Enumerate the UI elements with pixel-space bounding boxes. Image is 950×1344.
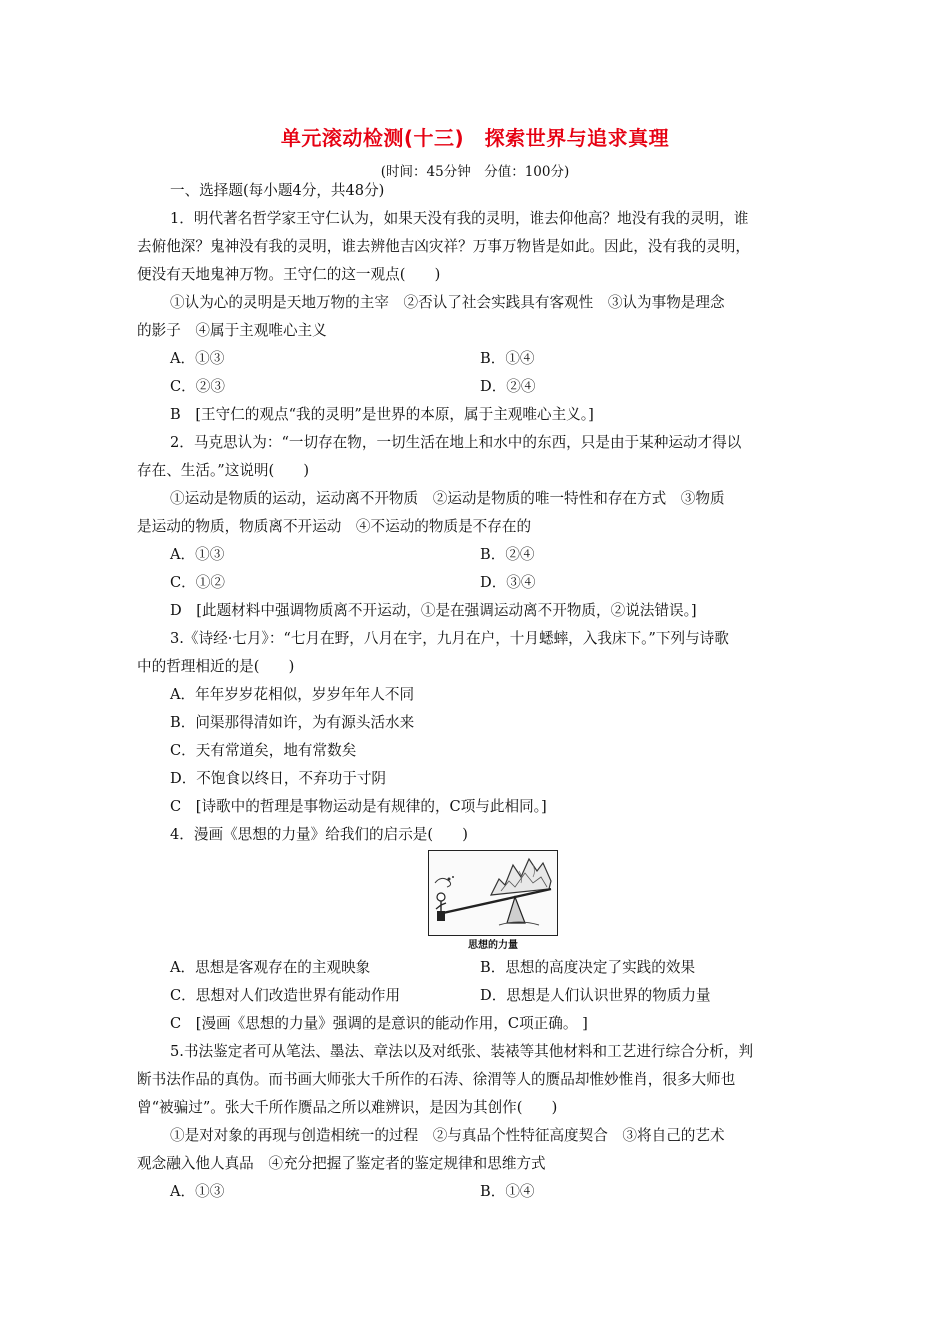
q3-stem-line: 中的哲理相近的是( ) (137, 658, 295, 675)
q5-item-line: 观念融入他人真品 ④充分把握了鉴定者的鉴定规律和思维方式 (137, 1155, 546, 1172)
q2-item-line: 是运动的物质，物质离不开运动 ④不运动的物质是不存在的 (137, 518, 532, 535)
q3-option-b: B．问渠那得清如许，为有源头活水来 (170, 714, 415, 731)
q1-stem-line: 便没有天地鬼神万物。王守仁的这一观点( ) (137, 266, 441, 283)
page-subtitle: (时间：45分钟 分值：100分) (380, 164, 570, 180)
q2-answer: D [此题材料中强调物质离不开运动，①是在强调运动离不开物质，②说法错误。] (170, 602, 697, 619)
q3-stem-line: 3.《诗经·七月》：“七月在野，八月在宇，九月在户，十月蟋蟀，入我床下。”下列与诗歌 (170, 630, 729, 647)
q1-stem-line: 1．明代著名哲学家王守仁认为，如果天没有我的灵明，谁去仰他高？地没有我的灵明，谁 (170, 210, 749, 227)
q2-option-d: D．③④ (480, 574, 536, 591)
comic-caption: 思想的力量 (468, 940, 518, 951)
q1-option-b: B．①④ (480, 350, 535, 367)
q2-stem-line: 存在、生活。”这说明( ) (137, 462, 310, 479)
q1-answer: B [王守仁的观点“我的灵明”是世界的本原，属于主观唯心主义。] (170, 406, 594, 423)
q1-option-a: A．①③ (170, 350, 225, 367)
q5-option-b: B．①④ (480, 1183, 535, 1200)
comic-illustration (428, 850, 558, 936)
q4-option-d: D．思想是人们认识世界的物质力量 (480, 987, 711, 1004)
q2-option-b: B．②④ (480, 546, 535, 563)
q2-option-c: C．①② (170, 574, 225, 591)
q5-item-line: ①是对对象的再现与创造相统一的过程 ②与真品个性特征高度契合 ③将自己的艺术 (170, 1127, 725, 1144)
q5-option-a: A．①③ (170, 1183, 225, 1200)
q4-option-a: A．思想是客观存在的主观映象 (170, 959, 371, 976)
q4-stem: 4．漫画《思想的力量》给我们的启示是( ) (170, 826, 468, 843)
q5-stem-line: 断书法作品的真伪。而书画大师张大千所作的石涛、徐渭等人的赝品却惟妙惟肖，很多大师也 (137, 1071, 736, 1088)
q4-option-b: B．思想的高度决定了实践的效果 (480, 959, 696, 976)
seesaw-comic-image (429, 851, 557, 935)
q2-option-a: A．①③ (170, 546, 225, 563)
q1-option-c: C．②③ (170, 378, 225, 395)
q1-option-d: D．②④ (480, 378, 536, 395)
q2-item-line: ①运动是物质的运动，运动离不开物质 ②运动是物质的唯一特性和存在方式 ③物质 (170, 490, 725, 507)
q4-answer: C [漫画《思想的力量》强调的是意识的能动作用，C项正确。 ] (170, 1015, 588, 1032)
q3-answer: C [诗歌中的哲理是事物运动是有规律的，C项与此相同。] (170, 798, 547, 815)
q1-stem-line: 去俯他深？鬼神没有我的灵明，谁去辨他吉凶灾祥？万事万物皆是如此。因此，没有我的灵明， (137, 238, 750, 255)
q5-stem-line: 5.书法鉴定者可从笔法、墨法、章法以及对纸张、装裱等其他材料和工艺进行综合分析，判 (170, 1043, 754, 1060)
q3-option-a: A．年年岁岁花相似，岁岁年年人不同 (170, 686, 415, 703)
q4-option-c: C．思想对人们改造世界有能动作用 (170, 987, 401, 1004)
q3-option-d: D．不饱食以终日，不弃功于寸阴 (170, 770, 387, 787)
q3-option-c: C．天有常道矣，地有常数矣 (170, 742, 357, 759)
page-title: 单元滚动检测(十三) 探索世界与追求真理 (280, 126, 670, 150)
q2-stem-line: 2．马克思认为：“一切存在物，一切生活在地上和水中的东西，只是由于某种运动才得以 (170, 434, 742, 451)
q1-item-line: ①认为心的灵明是天地万物的主宰 ②否认了社会实践具有客观性 ③认为事物是理念 (170, 294, 725, 311)
q5-stem-line: 曾“被骗过”。张大千所作赝品之所以难辨识，是因为其创作( ) (137, 1099, 558, 1116)
section-heading: 一、选择题(每小题4分，共48分) (170, 182, 385, 199)
q1-item-line: 的影子 ④属于主观唯心主义 (137, 322, 327, 339)
